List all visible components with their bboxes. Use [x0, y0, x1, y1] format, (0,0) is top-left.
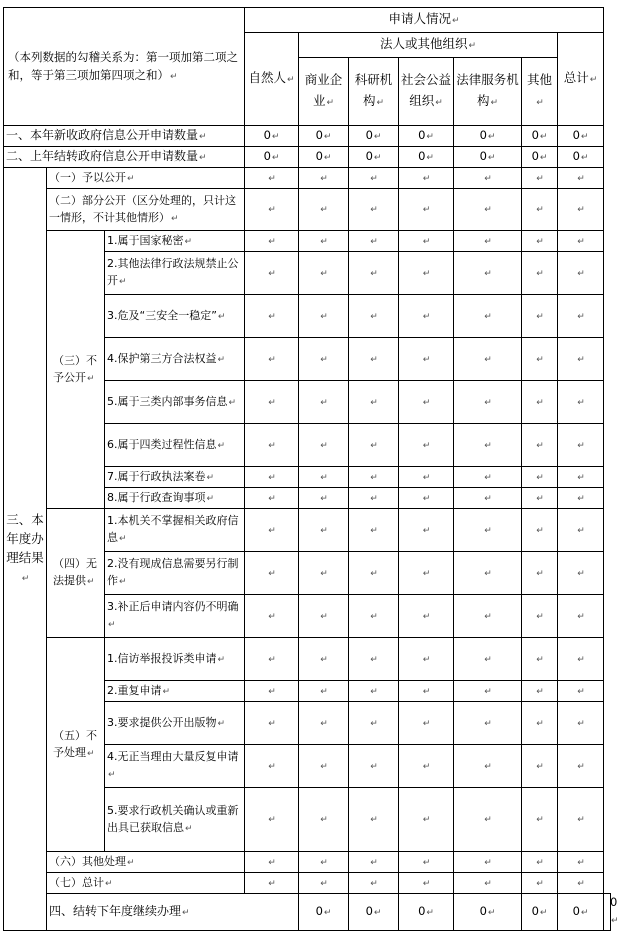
- row-not-disclosed-1: [4, 231, 611, 252]
- empty-cell: ↵: [522, 852, 558, 873]
- empty-cell: ↵: [399, 595, 454, 638]
- row-label: 4.保护第三方合法权益↵: [105, 338, 245, 381]
- row-label: 1.属于国家秘密↵: [105, 231, 245, 252]
- empty-cell: ↵: [558, 552, 604, 595]
- legal-service-header: 法律服务机构↵: [454, 58, 522, 126]
- empty-cell: ↵: [349, 745, 399, 788]
- empty-cell: ↵: [299, 295, 349, 338]
- empty-cell: ↵: [399, 509, 454, 552]
- empty-cell: ↵: [522, 295, 558, 338]
- empty-cell: ↵: [245, 252, 299, 295]
- empty-cell: ↵: [454, 509, 522, 552]
- empty-cell: ↵: [245, 168, 299, 189]
- value-cell: 0↵: [399, 894, 454, 931]
- empty-cell: ↵: [522, 424, 558, 467]
- row-label: （二）部分公开（区分处理的，只计这一情形，不计其他情形）↵: [47, 189, 245, 231]
- row-label: （一）予以公开↵: [47, 168, 245, 189]
- empty-cell: ↵: [399, 852, 454, 873]
- empty-cell: ↵: [299, 424, 349, 467]
- row-not-processed-1: [4, 638, 611, 681]
- empty-cell: ↵: [349, 381, 399, 424]
- empty-cell: ↵: [558, 638, 604, 681]
- empty-cell: ↵: [299, 788, 349, 852]
- empty-cell: ↵: [399, 745, 454, 788]
- empty-cell: ↵: [245, 552, 299, 595]
- empty-cell: ↵: [349, 467, 399, 488]
- empty-cell: ↵: [349, 873, 399, 894]
- value-cell: 0↵: [399, 126, 454, 147]
- empty-cell: ↵: [558, 702, 604, 745]
- empty-cell: ↵: [558, 189, 604, 231]
- empty-cell: ↵: [245, 189, 299, 231]
- value-cell: 0↵: [299, 894, 349, 931]
- empty-cell: ↵: [349, 552, 399, 595]
- row-label: 6.属于四类过程性信息↵: [105, 424, 245, 467]
- row-disclosed: [4, 168, 611, 189]
- empty-cell: ↵: [454, 168, 522, 189]
- row-label: 7.属于行政执法案卷↵: [105, 467, 245, 488]
- empty-cell: ↵: [558, 681, 604, 702]
- empty-cell: ↵: [299, 252, 349, 295]
- empty-cell: ↵: [454, 788, 522, 852]
- row-label: 二、上年结转政府信息公开申请数量↵: [4, 147, 245, 168]
- empty-cell: ↵: [522, 189, 558, 231]
- empty-cell: ↵: [299, 467, 349, 488]
- empty-cell: ↵: [558, 338, 604, 381]
- empty-cell: ↵: [558, 509, 604, 552]
- empty-cell: ↵: [399, 231, 454, 252]
- row-label: 2.没有现成信息需要另行制作↵: [105, 552, 245, 595]
- empty-cell: ↵: [454, 231, 522, 252]
- row-label: 1.信访举报投诉类申请↵: [105, 638, 245, 681]
- empty-cell: ↵: [522, 552, 558, 595]
- value-cell: 0↵: [299, 126, 349, 147]
- empty-cell: ↵: [349, 681, 399, 702]
- empty-cell: ↵: [522, 338, 558, 381]
- value-cell: 0↵: [245, 147, 299, 168]
- empty-cell: ↵: [558, 381, 604, 424]
- empty-cell: ↵: [349, 231, 399, 252]
- empty-cell: ↵: [399, 295, 454, 338]
- empty-cell: ↵: [299, 595, 349, 638]
- empty-cell: ↵: [299, 702, 349, 745]
- value-cell: 0↵: [349, 894, 399, 931]
- empty-cell: ↵: [349, 638, 399, 681]
- empty-cell: ↵: [349, 189, 399, 231]
- empty-cell: ↵: [245, 745, 299, 788]
- empty-cell: ↵: [299, 338, 349, 381]
- empty-cell: ↵: [399, 681, 454, 702]
- empty-cell: ↵: [558, 252, 604, 295]
- row-carry-forward: [4, 894, 611, 931]
- row-label: 5.属于三类内部事务信息↵: [105, 381, 245, 424]
- empty-cell: ↵: [454, 745, 522, 788]
- empty-cell: ↵: [558, 595, 604, 638]
- empty-cell: ↵: [558, 231, 604, 252]
- empty-cell: ↵: [299, 168, 349, 189]
- value-cell: 0↵: [522, 147, 558, 168]
- row-label: 一、本年新收政府信息公开申请数量↵: [4, 126, 245, 147]
- empty-cell: ↵: [245, 424, 299, 467]
- value-cell: 0↵: [245, 126, 299, 147]
- empty-cell: ↵: [245, 681, 299, 702]
- empty-cell: ↵: [558, 488, 604, 509]
- empty-cell: ↵: [349, 852, 399, 873]
- empty-cell: ↵: [245, 338, 299, 381]
- empty-cell: ↵: [558, 424, 604, 467]
- applicant-situation-header: 申请人情况↵: [245, 8, 604, 33]
- row-label: 3.补正后申请内容仍不明确↵: [105, 595, 245, 638]
- empty-cell: ↵: [299, 488, 349, 509]
- value-cell: 0↵: [454, 894, 522, 931]
- empty-cell: ↵: [399, 189, 454, 231]
- row-carried-over: [4, 147, 611, 168]
- empty-cell: ↵: [245, 873, 299, 894]
- empty-cell: ↵: [522, 681, 558, 702]
- empty-cell: ↵: [399, 252, 454, 295]
- empty-cell: ↵: [399, 424, 454, 467]
- empty-cell: ↵: [522, 509, 558, 552]
- empty-cell: ↵: [299, 509, 349, 552]
- empty-cell: ↵: [245, 467, 299, 488]
- total-header: 总计↵: [558, 33, 604, 126]
- research-header: 科研机构↵: [349, 58, 399, 126]
- empty-cell: ↵: [454, 252, 522, 295]
- note-cell: （本列数据的勾稽关系为：第一项加第二项之和，等于第三项加第四项之和）↵: [4, 8, 245, 126]
- empty-cell: ↵: [522, 467, 558, 488]
- value-cell: 0↵: [558, 147, 604, 168]
- empty-cell: ↵: [245, 595, 299, 638]
- value-cell: 0↵: [349, 147, 399, 168]
- row-label: （六）其他处理↵: [47, 852, 245, 873]
- empty-cell: ↵: [399, 638, 454, 681]
- row-label: （七）总计↵: [47, 873, 245, 894]
- empty-cell: ↵: [399, 873, 454, 894]
- empty-cell: ↵: [299, 745, 349, 788]
- empty-cell: ↵: [454, 189, 522, 231]
- value-cell: 0↵: [299, 147, 349, 168]
- row-label: 5.要求行政机关确认或重新出具已获取信息↵: [105, 788, 245, 852]
- empty-cell: ↵: [454, 638, 522, 681]
- row-unable-1: [4, 509, 611, 552]
- commercial-header: 商业企业↵: [299, 58, 349, 126]
- empty-cell: ↵: [454, 295, 522, 338]
- empty-cell: ↵: [245, 702, 299, 745]
- row-partially-disclosed: [4, 189, 611, 231]
- natural-person-header: 自然人↵: [245, 33, 299, 126]
- empty-cell: ↵: [454, 702, 522, 745]
- empty-cell: ↵: [245, 638, 299, 681]
- empty-cell: ↵: [399, 381, 454, 424]
- empty-cell: ↵: [558, 295, 604, 338]
- empty-cell: ↵: [399, 702, 454, 745]
- empty-cell: ↵: [522, 638, 558, 681]
- value-cell: 0↵: [558, 894, 604, 931]
- empty-cell: ↵: [522, 595, 558, 638]
- empty-cell: ↵: [245, 381, 299, 424]
- empty-cell: ↵: [349, 488, 399, 509]
- empty-cell: ↵: [349, 168, 399, 189]
- empty-cell: ↵: [349, 295, 399, 338]
- empty-cell: ↵: [299, 638, 349, 681]
- empty-cell: ↵: [399, 168, 454, 189]
- empty-cell: ↵: [349, 252, 399, 295]
- empty-cell: ↵: [454, 595, 522, 638]
- empty-cell: ↵: [454, 873, 522, 894]
- empty-cell: ↵: [399, 788, 454, 852]
- empty-cell: ↵: [299, 852, 349, 873]
- empty-cell: ↵: [522, 168, 558, 189]
- empty-cell: ↵: [454, 381, 522, 424]
- empty-cell: ↵: [299, 681, 349, 702]
- empty-cell: ↵: [454, 467, 522, 488]
- empty-cell: ↵: [245, 852, 299, 873]
- empty-cell: ↵: [299, 231, 349, 252]
- row-label: 3.要求提供公开出版物↵: [105, 702, 245, 745]
- empty-cell: ↵: [454, 424, 522, 467]
- social-welfare-header: 社会公益组织↵: [399, 58, 454, 126]
- other-header: 其他↵: [522, 58, 558, 126]
- empty-cell: ↵: [399, 552, 454, 595]
- row-label: 4.无正当理由大量反复申请↵: [105, 745, 245, 788]
- row-section-total: [4, 873, 611, 894]
- legal-person-group-header: 法人或其他组织↵: [299, 33, 558, 58]
- empty-cell: ↵: [349, 424, 399, 467]
- empty-cell: ↵: [558, 788, 604, 852]
- row-label: 1.本机关不掌握相关政府信息↵: [105, 509, 245, 552]
- row-label: 四、结转下年度继续办理↵: [47, 894, 299, 931]
- value-cell: 0↵: [604, 894, 611, 931]
- empty-cell: ↵: [399, 338, 454, 381]
- empty-cell: ↵: [245, 509, 299, 552]
- empty-cell: ↵: [522, 381, 558, 424]
- empty-cell: ↵: [349, 509, 399, 552]
- subsection-5-label: （五）不予处理↵: [47, 638, 105, 852]
- empty-cell: ↵: [522, 702, 558, 745]
- empty-cell: ↵: [522, 873, 558, 894]
- empty-cell: ↵: [349, 595, 399, 638]
- empty-cell: ↵: [299, 189, 349, 231]
- empty-cell: ↵: [349, 338, 399, 381]
- empty-cell: ↵: [454, 338, 522, 381]
- empty-cell: ↵: [454, 488, 522, 509]
- empty-cell: ↵: [522, 745, 558, 788]
- empty-cell: ↵: [399, 488, 454, 509]
- empty-cell: ↵: [299, 873, 349, 894]
- empty-cell: ↵: [522, 488, 558, 509]
- empty-cell: ↵: [245, 295, 299, 338]
- empty-cell: ↵: [245, 231, 299, 252]
- empty-cell: ↵: [522, 788, 558, 852]
- row-label: 8.属于行政查询事项↵: [105, 488, 245, 509]
- empty-cell: ↵: [558, 745, 604, 788]
- subsection-4-label: （四）无法提供↵: [47, 509, 105, 638]
- empty-cell: ↵: [299, 552, 349, 595]
- value-cell: 0↵: [349, 126, 399, 147]
- gov-info-disclosure-table: [3, 7, 619, 931]
- empty-cell: ↵: [454, 552, 522, 595]
- row-new-applications: [4, 126, 611, 147]
- section-3-label: 三、本年度办理结果↵: [4, 168, 47, 931]
- row-label: 2.其他法律行政法规禁止公开↵: [105, 252, 245, 295]
- empty-cell: ↵: [454, 852, 522, 873]
- value-cell: 0↵: [399, 147, 454, 168]
- value-cell: 0↵: [558, 126, 604, 147]
- empty-cell: ↵: [558, 852, 604, 873]
- empty-cell: ↵: [349, 702, 399, 745]
- empty-cell: ↵: [558, 467, 604, 488]
- empty-cell: ↵: [245, 488, 299, 509]
- value-cell: 0↵: [454, 126, 522, 147]
- empty-cell: ↵: [454, 681, 522, 702]
- row-label: 3.危及“三安全一稳定”↵: [105, 295, 245, 338]
- row-label: 2.重复申请↵: [105, 681, 245, 702]
- subsection-3-label: （三）不予公开↵: [47, 231, 105, 509]
- value-cell: 0↵: [522, 894, 558, 931]
- empty-cell: ↵: [522, 252, 558, 295]
- empty-cell: ↵: [558, 168, 604, 189]
- value-cell: 0↵: [522, 126, 558, 147]
- row-other-handling: [4, 852, 611, 873]
- empty-cell: ↵: [522, 231, 558, 252]
- empty-cell: ↵: [558, 873, 604, 894]
- empty-cell: ↵: [349, 788, 399, 852]
- value-cell: 0↵: [454, 147, 522, 168]
- empty-cell: ↵: [245, 788, 299, 852]
- empty-cell: ↵: [299, 381, 349, 424]
- empty-cell: ↵: [399, 467, 454, 488]
